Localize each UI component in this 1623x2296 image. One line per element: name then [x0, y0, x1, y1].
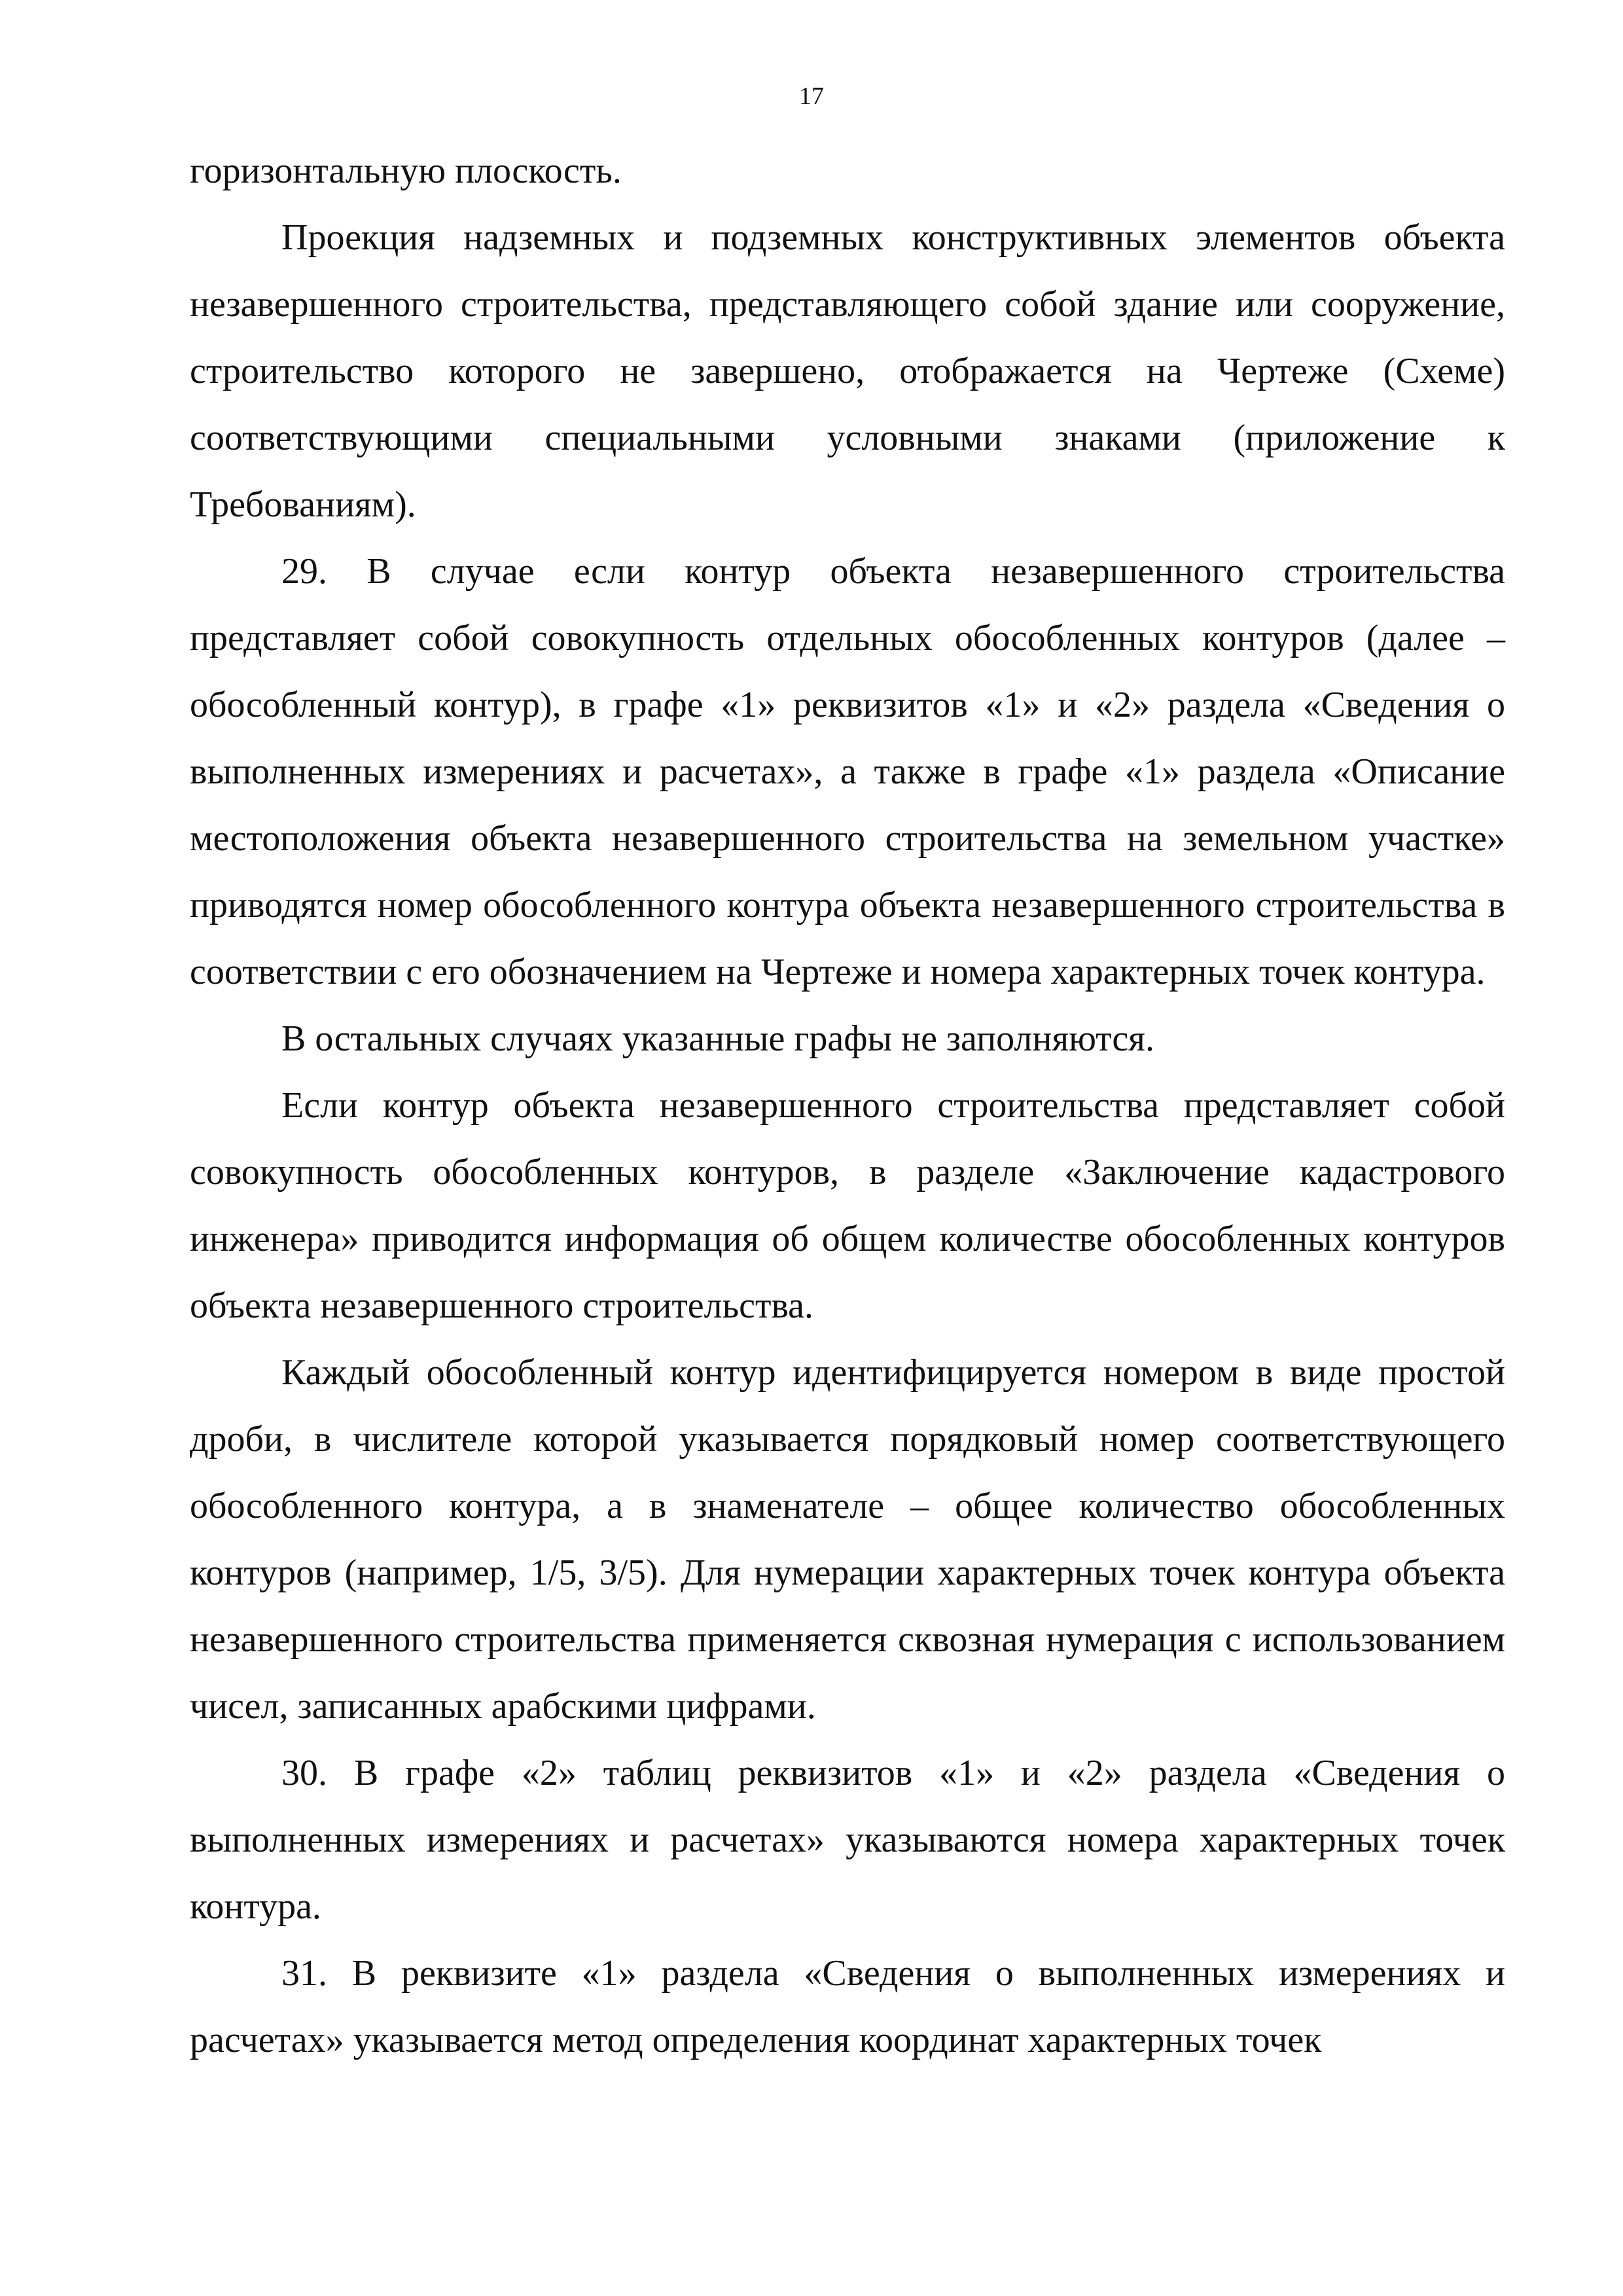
paragraph-conclusion-info: Если контур объекта незавершенного строительства представляет собой совокупность обособленных контуров, в разделе «Заключение кадастрового инженера» приводится информация об общем количестве обособленных контуров объекта незавершенного строительства. [190, 1085, 1505, 1326]
paragraph-other-cases: В остальных случаях указанные графы не заполняются. [281, 1018, 1154, 1059]
paragraph-contour-numbering: Каждый обособленный контур идентифицируется номером в виде простой дроби, в числителе которой указывается порядковый номер соответствующего обособленного контура, а в знаменателе – общее количество обособленных контуров (например, 1/5, 3/5). Для нумерации характерных точек контура объекта незавершенного строительства применяется сквозная нумерация с использованием чисел, записанных арабскими цифрами. [190, 1352, 1505, 1727]
paragraph-item-29: 29. В случае если контур объекта незавершенного строительства представляет собой совокупность отдельных обособленных контуров (далее – обособленный контур), в графе «1» реквизитов «1» и «2» раздела «Сведения о выполненных измерениях и расчетах», а также в графе «1» раздела «Описание местоположения объекта незавершенного строительства на земельном участке» приводятся номер обособленного контура объекта незавершенного строительства в соответствии с его обозначением на Чертеже и номера характерных точек контура. [190, 551, 1505, 992]
document-body [190, 137, 1505, 2073]
paragraph-item-30: 30. В графе «2» таблиц реквизитов «1» и «2» раздела «Сведения о выполненных измерениях и расчетах» указываются номера характерных точек контура. [190, 1753, 1505, 1927]
paragraph-projection: Проекция надземных и подземных конструктивных элементов объекта незавершенного строительства, представляющего собой здание или сооружение, строительство которого не завершено, отображается на Чертеже (Схеме) соответствующими специальными условными знаками (приложение к Требованиям). [190, 217, 1505, 525]
paragraph-continuation: горизонтальную плоскость. [190, 151, 622, 191]
page-number: 17 [799, 82, 824, 110]
paragraph-item-31: 31. В реквизите «1» раздела «Сведения о выполненных измерениях и расчетах» указывается метод определения координат характерных точек [190, 1953, 1505, 2060]
